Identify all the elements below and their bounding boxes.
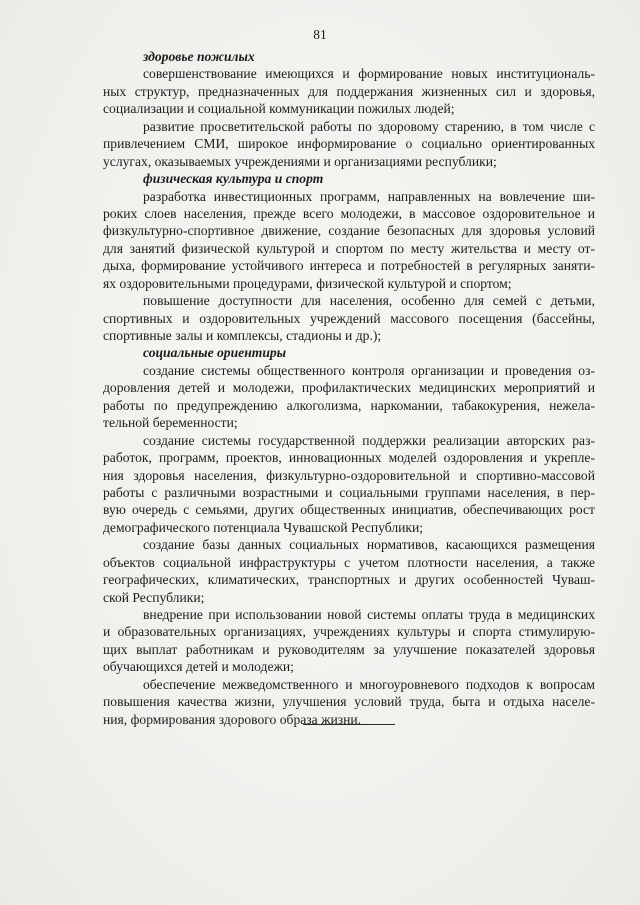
text-line: обеспечение межведомственного и многоуровневого подходов к вопросам	[143, 676, 595, 692]
text-line: разработка инвестиционных программ, направленных на вовлечение ши-	[143, 188, 595, 204]
text-line: спортивные залы и комплексы, стадионы и др.);	[103, 328, 382, 343]
text-line: совершенствование имеющихся и формирование новых институциональ-	[143, 66, 595, 82]
text-line: щих выплат работникам и руководителям за улучшение показателей здоровья	[103, 641, 595, 657]
text-line: тельной беременности;	[103, 415, 238, 431]
text-line: работок, программ, проектов, инновационных моделей оздоровления и укрепле-	[103, 450, 595, 466]
text-line: роких слоев населения, прежде всего молодежи, в массовое оздоровительное и	[103, 205, 595, 221]
text-line: ния, формирования здорового образа жизни.	[103, 711, 362, 727]
text-line: создание базы данных социальных нормативов, касающихся размещения	[143, 537, 595, 553]
text-line: доровления детей и молодежи, профилактических медицинских мероприятий и	[103, 380, 595, 396]
text-line: спортивных и оздоровительных учреждений массового посещения (бассейны,	[103, 310, 595, 326]
text-line: географических, климатических, транспортных и других особенностей Чуваш-	[103, 572, 595, 588]
text-line: работы по предупреждению алкоголизма, наркомании, табакокурения, нежела-	[103, 397, 595, 413]
text-line: социализации и социальной коммуникации пожилых людей;	[103, 101, 455, 117]
text-line: работы с различными возрастными и социальными группами населения, в пер-	[103, 484, 595, 500]
text-line: создание системы общественного контроля организации и проведения оз-	[143, 362, 595, 378]
page-number: 81	[313, 27, 327, 42]
text-line: услугах, оказываемых учреждениями и организациями республики;	[103, 153, 497, 169]
text-line: создание системы государственной поддержки реализации авторских раз-	[143, 432, 595, 448]
text-line: объектов социальной инфраструктуры с учетом плотности населения, а также	[103, 554, 595, 570]
text-line: для занятий физической культурой и спортом по месту жительства и месту от-	[103, 240, 595, 256]
text-line: обучающихся детей и молодежи;	[103, 659, 294, 675]
text-line: дыха, формирование устойчивого интереса и потребностей в регулярных заняти-	[103, 258, 595, 274]
text-line: ях оздоровительными процедурами, физической культурой и спортом;	[103, 275, 512, 291]
text-line: вую очередь с семьями, других общественных инициатив, обеспечивающих рост	[103, 502, 595, 518]
text-line: ния здоровья населения, физкультурно-оздоровительной и спортивно-массовой	[103, 467, 595, 483]
document-body	[103, 48, 595, 728]
text-line: повышение доступности для населения, особенно для семей с детьми,	[143, 293, 595, 309]
text-line: ской Республики;	[103, 589, 205, 605]
section-heading: физическая культура и спорт	[143, 171, 324, 187]
text-line: и образовательных организациях, учреждениях культуры и спорта стимулирую-	[103, 624, 595, 640]
text-line: физкультурно-спортивное движение, создание безопасных для здоровья условий	[103, 223, 595, 239]
text-line: привлечением СМИ, широкое информирование о социально ориентированных	[103, 136, 595, 152]
text-line: развитие просветительской работы по здоровому старению, в том числе с	[143, 118, 595, 134]
text-line: ных структур, предназначенных для поддержания жизненных сил и здоровья,	[103, 83, 595, 99]
text-line: внедрение при использовании новой системы оплаты труда в медицинских	[143, 607, 595, 622]
text-line: демографического потенциала Чувашской Республики;	[103, 519, 424, 535]
text-line: повышения качества жизни, улучшения условий труда, быта и отдыха населе-	[103, 694, 595, 710]
end-divider-line	[303, 724, 395, 725]
section-heading: здоровье пожилых	[143, 49, 255, 64]
section-heading: социальные ориентиры	[143, 345, 287, 361]
